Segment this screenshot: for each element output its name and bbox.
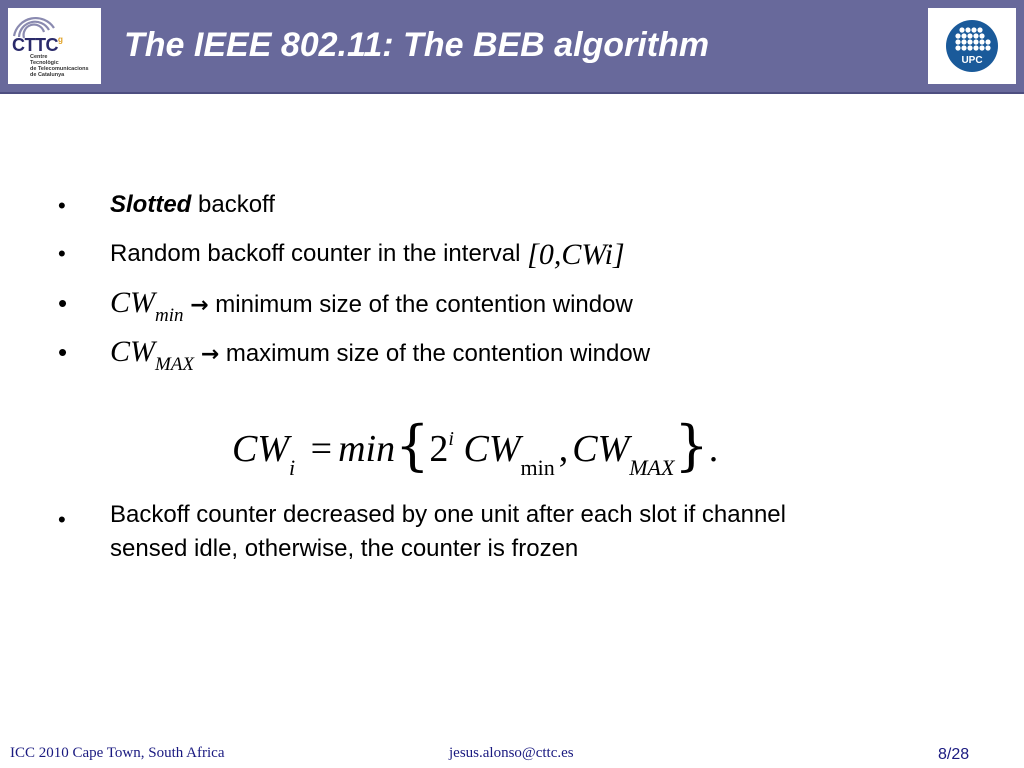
- slide-title: The IEEE 802.11: The BEB algorithm: [124, 26, 710, 64]
- formula-equals: =: [310, 428, 333, 470]
- upc-logo-text: UPC: [961, 55, 983, 66]
- formula-close-brace: }: [674, 414, 709, 477]
- formula-term2-sub: MAX: [629, 455, 675, 480]
- formula-term1: CW: [463, 428, 521, 470]
- bullet-random-counter: [110, 238, 625, 271]
- interval-math: [0,CWi]: [527, 238, 625, 271]
- cw-symbol: CW: [110, 335, 155, 368]
- cw-subscript: min: [155, 305, 184, 326]
- formula-lhs-sub: i: [289, 455, 296, 480]
- cttc-logo-mark: CTTC: [12, 35, 58, 55]
- arrow-right-icon: →: [200, 342, 220, 367]
- upc-logo: [928, 8, 1016, 84]
- formula-term1-sub: min: [520, 455, 555, 480]
- bullet-text-line: Backoff counter decreased by one unit after each slot if channel: [110, 501, 786, 528]
- bullet-marker: •: [58, 507, 66, 532]
- upc-logo-icon: [928, 8, 1016, 84]
- footer-conference: ICC 2010 Cape Town, South Africa: [10, 745, 225, 761]
- cttc-logo-accent: ᵍ: [58, 34, 63, 48]
- bullet-text: maximum size of the contention window: [219, 340, 651, 367]
- bullet-emphasis: Slotted: [110, 191, 192, 218]
- arrow-right-icon: →: [190, 293, 209, 318]
- cttc-logo-line: de Catalunya: [30, 72, 65, 78]
- page-number: 8/28: [938, 746, 970, 763]
- bullet-marker: •: [58, 193, 66, 218]
- formula-lhs: CW: [232, 428, 289, 470]
- bullet-cwmin: [110, 286, 633, 327]
- formula-term2: CW: [572, 428, 630, 470]
- bullet-cwmax: [110, 335, 650, 376]
- cw-formula: [232, 404, 719, 480]
- formula-comma: ,: [558, 428, 569, 470]
- formula-min: min: [338, 428, 396, 470]
- cttc-logo-line: de Telecomunicacions: [30, 66, 89, 72]
- cttc-logo-line: Centre: [30, 54, 48, 60]
- footer-email: jesus.alonso@cttc.es: [449, 745, 574, 761]
- bullet-marker: •: [58, 337, 68, 367]
- cw-symbol: CW: [110, 286, 155, 319]
- cw-subscript: MAX: [155, 354, 195, 375]
- bullet-text-line: sensed idle, otherwise, the counter is frozen: [110, 535, 579, 562]
- bullet-backoff-decrease: [110, 501, 786, 566]
- bullet-marker: •: [58, 288, 68, 318]
- bullet-text: minimum size of the contention window: [208, 291, 633, 318]
- bullet-slotted: [110, 192, 275, 218]
- formula-period: .: [708, 428, 719, 470]
- bullet-text: Random backoff counter in the interval: [110, 240, 528, 267]
- formula-open-brace: {: [395, 414, 430, 477]
- bullet-marker: •: [58, 241, 66, 266]
- bullet-text: backoff: [191, 191, 275, 218]
- formula-exponent: i: [448, 428, 454, 450]
- formula-base: 2: [429, 428, 449, 470]
- header-divider: [0, 92, 1024, 94]
- cttc-logo: [8, 8, 101, 84]
- cttc-logo-line: Tecnològic: [30, 60, 59, 66]
